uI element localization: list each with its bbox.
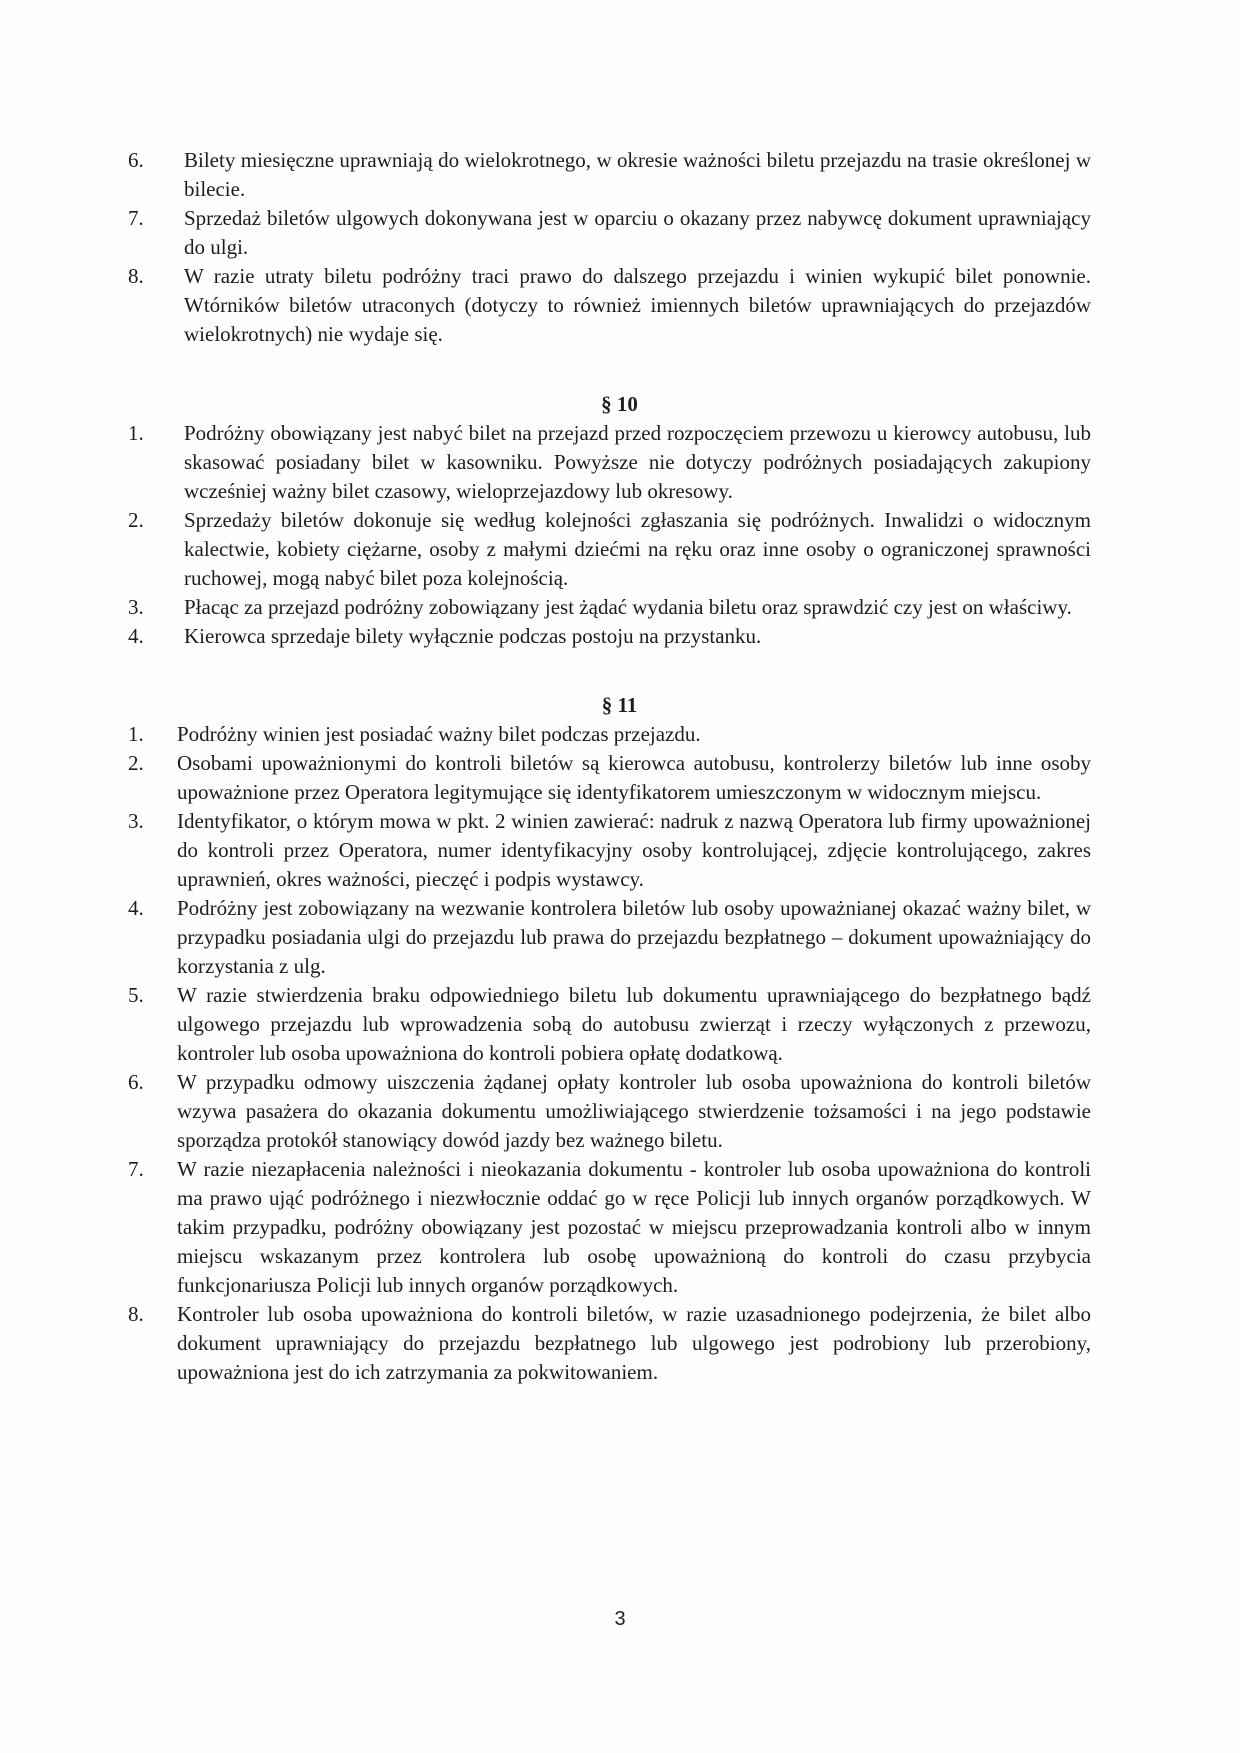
- item-text: Osobami upoważnionymi do kontroli biletów są kierowca autobusu, kontrolerzy biletów lub inne osoby upoważnione przez Operatora legitymujące się identyfikatorem umieszczonym w widocznym miejscu.: [177, 751, 1091, 804]
- item-number: 5.: [128, 983, 144, 1007]
- list-item: [128, 262, 1091, 349]
- item-text: Płacąc za przejazd podróżny zobowiązany jest żądać wydania biletu oraz sprawdzić czy jest on właściwy.: [184, 595, 1072, 619]
- item-text: W przypadku odmowy uiszczenia żądanej opłaty kontroler lub osoba upoważniona do kontroli biletów wzywa pasażera do okazania dokumentu umożliwiającego stwierdzenie tożsamości i na jego podstawie sporządza protokół stanowiący dowód jazdy bez ważnego biletu.: [177, 1070, 1091, 1152]
- item-text: W razie stwierdzenia braku odpowiedniego biletu lub dokumentu uprawniającego do bezpłatnego bądź ulgowego przejazdu lub wprowadzenia sobą do autobusu zwierząt i rzeczy wyłączonych z przewozu, kontroler lub osoba upoważniona do kontroli pobiera opłatę dodatkową.: [177, 983, 1091, 1065]
- item-number: 6.: [128, 148, 144, 172]
- item-text: Sprzedaż biletów ulgowych dokonywana jest w oparciu o okazany przez nabywcę dokument uprawniający do ulgi.: [184, 206, 1091, 259]
- list-item: [128, 1300, 1091, 1387]
- item-number: 6.: [128, 1070, 144, 1094]
- list-item: [128, 419, 1091, 506]
- item-number: 3.: [128, 809, 144, 833]
- list-item: [128, 506, 1091, 593]
- list-item: [128, 593, 1091, 622]
- list-item: [128, 894, 1091, 981]
- item-number: 8.: [128, 264, 144, 288]
- item-text: Podróżny jest zobowiązany na wezwanie kontrolera biletów lub osoby upoważnianej okazać ważny bilet, w przypadku posiadania ulgi do przejazdu lub prawa do przejazdu bezpłatnego – dokument upoważniający do korzystania z ulg.: [177, 896, 1091, 978]
- item-text: Kierowca sprzedaje bilety wyłącznie podczas postoju na przystanku.: [184, 624, 762, 648]
- list-item: [128, 146, 1091, 204]
- page-content: [128, 146, 1091, 1387]
- page-number: 3: [614, 1608, 626, 1630]
- list-item: [128, 1068, 1091, 1155]
- list-item: [128, 720, 1091, 749]
- item-number: 7.: [128, 1157, 144, 1181]
- list-item: [128, 1155, 1091, 1300]
- section-11-list: [128, 720, 1091, 1387]
- item-number: 3.: [128, 595, 144, 619]
- item-number: 1.: [128, 421, 144, 445]
- item-text: Podróżny obowiązany jest nabyć bilet na przejazd przed rozpoczęciem przewozu u kierowcy autobusu, lub skasować posiadany bilet w kasowniku. Powyższe nie dotyczy podróżnych posiadających zakupiony wcześniej ważny bilet czasowy, wieloprzejazdowy lub okresowy.: [184, 421, 1091, 503]
- section-10-list: [128, 419, 1091, 651]
- list-continued: [128, 146, 1091, 349]
- list-item: [128, 807, 1091, 894]
- item-text: Podróżny winien jest posiadać ważny bilet podczas przejazdu.: [177, 722, 701, 746]
- item-number: 2.: [128, 751, 144, 775]
- item-number: 8.: [128, 1302, 144, 1326]
- list-item: [128, 204, 1091, 262]
- item-text: Kontroler lub osoba upoważniona do kontroli biletów, w razie uzasadnionego podejrzenia, że bilet albo dokument uprawniający do przejazdu bezpłatnego lub ulgowego jest podrobiony lub przerobiony, upoważniona jest do ich zatrzymania za pokwitowaniem.: [177, 1302, 1091, 1384]
- section-11-title: § 11: [601, 693, 638, 717]
- item-text: Bilety miesięczne uprawniają do wielokrotnego, w okresie ważności biletu przejazdu na trasie określonej w bilecie.: [184, 148, 1091, 201]
- item-number: 4.: [128, 624, 144, 648]
- item-text: Identyfikator, o którym mowa w pkt. 2 winien zawierać: nadruk z nazwą Operatora lub firmy upoważnionej do kontroli przez Operatora, numer identyfikacyjny osoby kontrolującej, zdjęcie kontrolującego, zakres uprawnień, okres ważności, pieczęć i podpis wystawcy.: [177, 809, 1091, 891]
- item-number: 7.: [128, 206, 144, 230]
- item-text: W razie niezapłacenia należności i nieokazania dokumentu - kontroler lub osoba upoważniona do kontroli ma prawo ująć podróżnego i niezwłocznie oddać go w ręce Policji lub innych organów porządkowych. W takim przypadku, podróżny obowiązany jest pozostać w miejscu przeprowadzania kontroli albo w innym miejscu wskazanym przez kontrolera lub osobę upoważnioną do kontroli do czasu przybycia funkcjonariusza Policji lub innych organów porządkowych.: [177, 1157, 1091, 1297]
- list-item: [128, 749, 1091, 807]
- item-text: W razie utraty biletu podróżny traci prawo do dalszego przejazdu i winien wykupić bilet ponownie. Wtórników biletów utraconych (dotyczy to również imiennych biletów uprawniających do przejazdów wielokrotnych) nie wydaje się.: [184, 264, 1091, 346]
- item-text: Sprzedaży biletów dokonuje się według kolejności zgłaszania się podróżnych. Inwalidzi o widocznym kalectwie, kobiety ciężarne, osoby z małymi dziećmi na ręku oraz inne osoby o ograniczonej sprawności ruchowej, mogą nabyć bilet poza kolejnością.: [184, 508, 1091, 590]
- item-number: 2.: [128, 508, 144, 532]
- section-10-title: § 10: [601, 392, 638, 416]
- item-number: 4.: [128, 896, 144, 920]
- list-item: [128, 622, 1091, 651]
- list-item: [128, 981, 1091, 1068]
- item-number: 1.: [128, 722, 144, 746]
